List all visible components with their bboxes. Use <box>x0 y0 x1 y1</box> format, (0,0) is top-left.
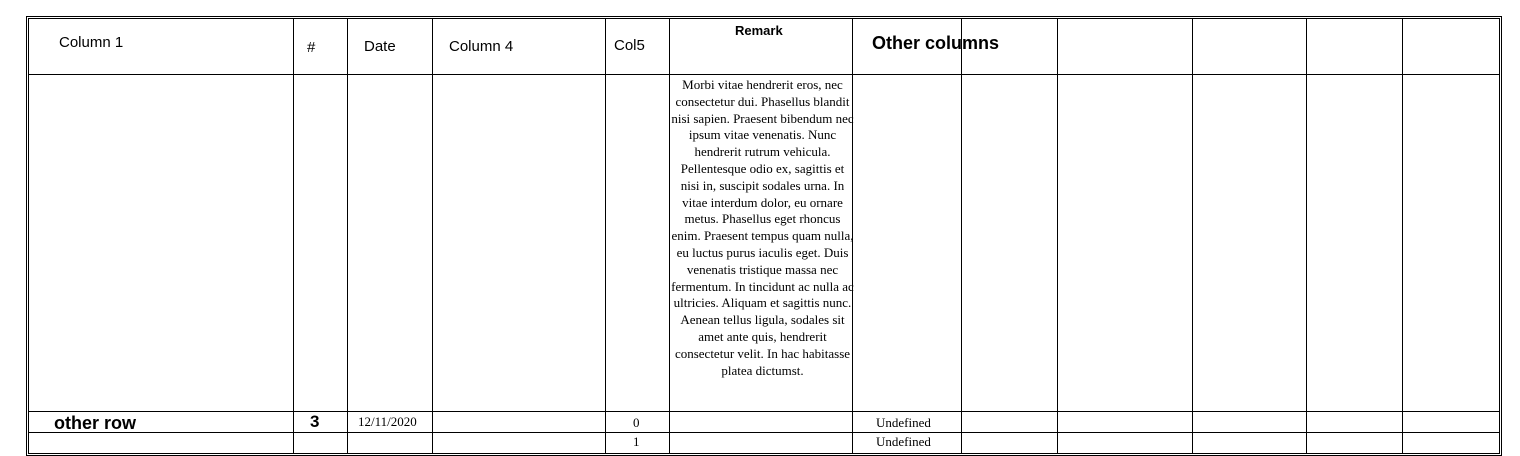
header-number[interactable]: # <box>307 39 316 56</box>
header-remark[interactable]: Remark <box>735 23 783 38</box>
column-divider <box>1402 19 1403 453</box>
spreadsheet-table <box>26 16 1502 456</box>
date-cell[interactable]: 12/11/2020 <box>358 414 417 429</box>
column-divider <box>347 19 348 453</box>
column-divider <box>961 19 962 453</box>
row-divider <box>29 74 1499 75</box>
row-divider <box>29 411 1499 412</box>
column-divider <box>1306 19 1307 453</box>
column-divider <box>432 19 433 453</box>
col5-cell[interactable]: 0 <box>633 415 640 430</box>
header-column-1[interactable]: Column 1 <box>59 34 124 51</box>
column-divider <box>1192 19 1193 453</box>
column-divider <box>1057 19 1058 453</box>
header-other-columns[interactable]: Other columns <box>872 33 1000 53</box>
row-number-cell[interactable]: 3 <box>310 412 320 431</box>
other-cell[interactable]: Undefined <box>876 434 931 449</box>
column-divider <box>669 19 670 453</box>
remark-cell-text[interactable]: Morbi vitae hendrerit eros, nec consectetur dui. Phasellus blandit nisi sapien. Praesent bibendum nec ipsum vitae venenatis. Nunc hendrerit rutrum vehicula. Pellentesque odio ex, sagittis et nisi in, suscipit sodales urna. In vitae interdum dolor, eu ornare metus. Phasellus eget rhoncus enim. Praesent tempus quam nulla, eu luctus purus iaculis eget. Duis venenatis tristique massa nec fermentum. In tincidunt ac nulla ac ultricies. Aliquam et sagittis nunc. Aenean tellus ligula, sodales sit amet ante quis, hendrerit consectetur velit. In hac habitasse platea dictumst. <box>671 77 854 378</box>
col5-cell[interactable]: 1 <box>633 434 640 449</box>
header-col5[interactable]: Col5 <box>614 37 645 54</box>
other-cell[interactable]: Undefined <box>876 415 931 430</box>
column-divider <box>293 19 294 453</box>
header-column-4[interactable]: Column 4 <box>449 38 514 55</box>
header-date[interactable]: Date <box>364 38 396 55</box>
column-divider <box>605 19 606 453</box>
row-divider <box>29 432 1499 433</box>
row-label-other-row[interactable]: other row <box>54 413 137 433</box>
